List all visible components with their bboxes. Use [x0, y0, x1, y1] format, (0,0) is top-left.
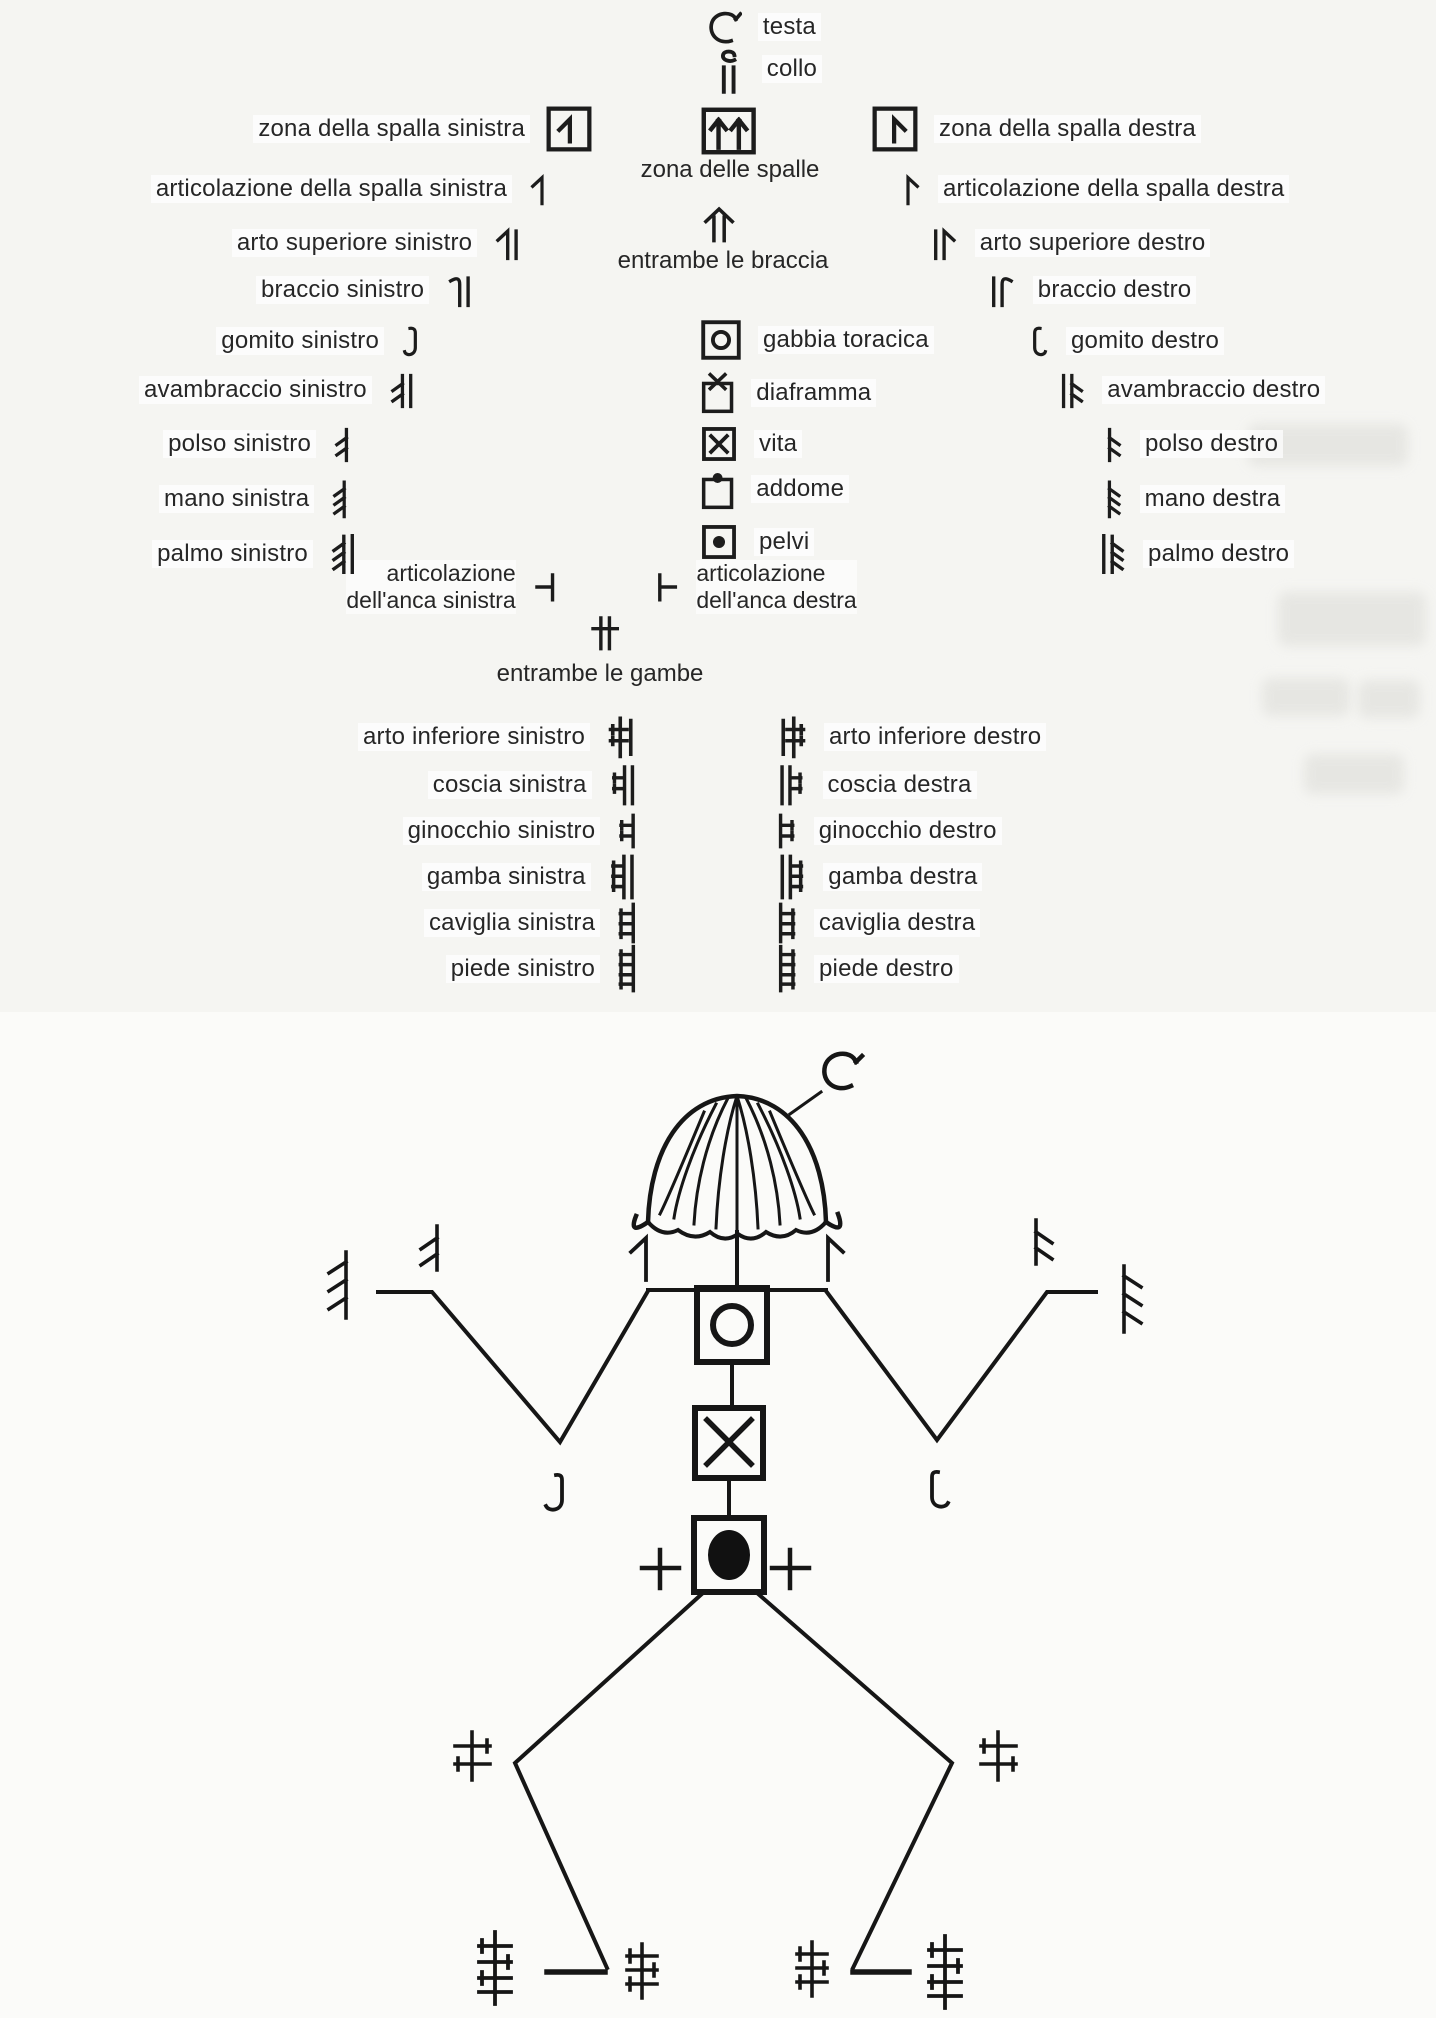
right-leg-line [756, 1592, 952, 1968]
shoulder-joint-left-label: articolazione della spalla sinistra [151, 175, 512, 203]
rib-cage-icon [700, 319, 742, 361]
legend-row-waist [700, 419, 802, 469]
legend-row-palm-right [1096, 529, 1294, 579]
knee-left-label: ginocchio sinistro [403, 817, 601, 845]
diaphragm-label: diaframma [751, 379, 876, 407]
both-arms-label: entrambe le braccia [617, 247, 829, 274]
elbow-left-icon [400, 321, 424, 361]
hip-joint-left-marker [642, 1550, 679, 1588]
hip-left-icon [532, 570, 560, 604]
legend-row-neck [710, 44, 822, 94]
abdomen-label: addome [751, 475, 849, 503]
knee-left-marker [455, 1732, 490, 1780]
legend-row-palm-left [0, 529, 360, 579]
hip-joint-right-marker [772, 1550, 809, 1588]
diaphragm-icon [700, 371, 735, 415]
legend-row-elbow-left [0, 316, 424, 366]
palm-right-marker [1124, 1266, 1141, 1332]
wrist-left-icon [332, 422, 354, 466]
knee-right-label: ginocchio destro [814, 817, 1002, 845]
wrist-left-marker [421, 1226, 437, 1270]
both-legs-icon [588, 613, 622, 653]
legend-row-shoulder-zone-left [0, 104, 592, 154]
hair-drawing [634, 1096, 841, 1239]
chest-label: gabbia toracica [758, 326, 934, 354]
legend-row-knee-right [772, 806, 1002, 856]
ankle-left-marker [627, 1944, 657, 1998]
shoulder-zone-right-label: zona della spalla destra [934, 115, 1201, 143]
foot-left-label: piede sinistro [446, 955, 600, 983]
legend-row-wrist-right [1102, 419, 1283, 469]
thigh-left-label: coscia sinistra [428, 771, 592, 799]
scan-artifact [1262, 678, 1350, 716]
elbow-right-label: gomito destro [1066, 327, 1224, 355]
upper-limb-right-label: arto superiore destro [975, 229, 1211, 257]
wrist-left-label: polso sinistro [163, 430, 316, 458]
ankle-right-label: caviglia destra [814, 909, 980, 937]
legend-row-abdomen [700, 464, 849, 514]
legend-row-hand-right [1102, 474, 1285, 524]
leg-right-icon [772, 852, 807, 902]
legend-row-upper-limb-left [0, 218, 524, 268]
foot-right-icon [772, 943, 798, 995]
arm-right-icon [986, 269, 1017, 311]
leg-left-icon [607, 852, 642, 902]
leg-left-label: gamba sinistra [422, 863, 591, 891]
lower-limb-right-label: arto inferiore destro [824, 723, 1046, 751]
shoulder-zone-left-label: zona della spalla sinistra [253, 115, 530, 143]
lower-limb-left-label: arto inferiore sinistro [358, 723, 590, 751]
shoulders-zone-icon [701, 107, 756, 155]
both-arms-symbol [700, 198, 738, 248]
wrist-right-marker [1036, 1220, 1052, 1264]
thigh-left-icon [608, 762, 643, 808]
foot-left-marker [479, 1932, 511, 2004]
pelvis-label: pelvi [754, 528, 814, 556]
palm-right-label: palmo destro [1143, 540, 1294, 568]
hand-right-icon [1102, 476, 1124, 522]
legend-row-shoulder-joint-right [898, 164, 1289, 214]
palm-left-label: palmo sinistro [152, 540, 313, 568]
shoulder-zone-right-icon [872, 106, 918, 152]
abdomen-icon [700, 467, 735, 511]
scan-artifact [1358, 680, 1420, 718]
legend-row-foot-right [772, 944, 959, 994]
legend-row-arm-left [0, 265, 476, 315]
legend-row-forearm-left [0, 365, 418, 415]
ankle-left-icon [616, 900, 642, 946]
thigh-right-icon [772, 762, 807, 808]
stick-figure-diagram [0, 1040, 1436, 2018]
shoulder-joint-left-icon [528, 169, 552, 209]
neck-label: collo [762, 55, 822, 83]
legend-row-thigh-right [772, 760, 977, 810]
both-legs-symbol [588, 608, 622, 658]
head-pointer-line [790, 1092, 821, 1114]
palm-left-marker [329, 1252, 346, 1318]
waist-label: vita [754, 430, 802, 458]
legend-row-lower-limb-right [772, 712, 1046, 762]
arm-right-label: braccio destro [1033, 276, 1197, 304]
foot-right-label: piede destro [814, 955, 959, 983]
shoulders-zone-symbol [701, 106, 756, 156]
head-label: testa [758, 13, 821, 41]
legend-row-hand-left [0, 474, 352, 524]
legend-row-diaphragm [700, 368, 876, 418]
neck-symbol-icon [710, 43, 746, 95]
elbow-right-marker [932, 1472, 948, 1507]
foot-left-icon [616, 943, 642, 995]
legend-row-foot-left [0, 944, 642, 994]
thigh-right-label: coscia destra [823, 771, 977, 799]
left-arm-line [378, 1291, 648, 1442]
ankle-right-icon [772, 900, 798, 946]
forearm-right-icon [1056, 368, 1086, 412]
shoulder-joint-right-icon [898, 169, 922, 209]
legend-row-forearm-right [1056, 365, 1325, 415]
arm-left-icon [445, 269, 476, 311]
knee-right-icon [772, 811, 798, 851]
hip-left-label: articolazione dell'anca sinistra [346, 560, 516, 613]
legend-row-hip-right [652, 558, 857, 616]
elbow-left-marker [546, 1475, 562, 1510]
elbow-right-icon [1026, 321, 1050, 361]
head-marker-c-icon [824, 1054, 862, 1088]
forearm-left-label: avambraccio sinistro [139, 376, 372, 404]
shoulder-joint-right-marker [828, 1238, 843, 1280]
head-symbol-icon [705, 7, 742, 47]
lower-limb-left-icon [606, 713, 642, 761]
hand-left-icon [330, 476, 352, 522]
ankle-right-marker [797, 1942, 827, 1996]
legend-row-shoulder-zone-right [872, 104, 1201, 154]
both-legs-label: entrambe le gambe [496, 660, 704, 687]
forearm-left-icon [388, 368, 418, 412]
legend-row-chest [700, 315, 934, 365]
forearm-right-label: avambraccio destro [1102, 376, 1325, 404]
legend-row-arm-right [986, 265, 1196, 315]
legend-row-ankle-left [0, 898, 642, 948]
shoulder-joint-right-label: articolazione della spalla destra [938, 175, 1289, 203]
ankle-left-label: caviglia sinistra [424, 909, 600, 937]
elbow-left-label: gomito sinistro [216, 327, 384, 355]
knee-right-marker [981, 1732, 1016, 1780]
legend-row-wrist-left [0, 419, 354, 469]
knee-left-icon [616, 811, 642, 851]
scan-artifact [1278, 592, 1426, 646]
wrist-right-icon [1102, 422, 1124, 466]
upper-limb-left-label: arto superiore sinistro [232, 229, 477, 257]
legend-row-lower-limb-left [0, 712, 642, 762]
foot-right-marker [929, 1936, 961, 2008]
lower-limb-right-icon [772, 713, 808, 761]
legend-row-thigh-left [0, 760, 642, 810]
legend-row-shoulder-joint-left [0, 164, 552, 214]
wrist-right-label: polso destro [1140, 430, 1283, 458]
legend-row-ankle-right [772, 898, 980, 948]
palm-right-icon [1096, 530, 1127, 578]
legend-row-knee-left [0, 806, 642, 856]
upper-limb-left-icon [493, 222, 524, 264]
upper-limb-right-icon [928, 222, 959, 264]
legend-row-upper-limb-right [928, 218, 1210, 268]
pelvis-box [694, 1518, 764, 1592]
shoulders-zone-label: zona delle spalle [640, 156, 820, 183]
shoulder-joint-left-marker [631, 1238, 646, 1280]
both-arms-icon [700, 201, 738, 245]
arm-left-label: braccio sinistro [256, 276, 429, 304]
waist-icon [700, 425, 738, 463]
right-arm-line [826, 1291, 1096, 1440]
hip-right-icon [652, 570, 680, 604]
legend-row-leg-left [0, 852, 642, 902]
pelvis-icon [700, 523, 738, 561]
leg-right-label: gamba destra [823, 863, 982, 891]
palm-left-icon [329, 530, 360, 578]
scan-artifact [1304, 754, 1404, 794]
legend-row-leg-right [772, 852, 982, 902]
hip-right-label: articolazione dell'anca destra [696, 560, 857, 613]
hand-left-label: mano sinistra [159, 485, 314, 513]
hand-right-label: mano destra [1140, 485, 1286, 513]
waist-box [695, 1408, 763, 1478]
shoulder-zone-left-icon [546, 106, 592, 152]
legend-row-elbow-right [1026, 316, 1224, 366]
rib-cage-box [697, 1288, 767, 1362]
left-leg-line [515, 1592, 704, 1968]
